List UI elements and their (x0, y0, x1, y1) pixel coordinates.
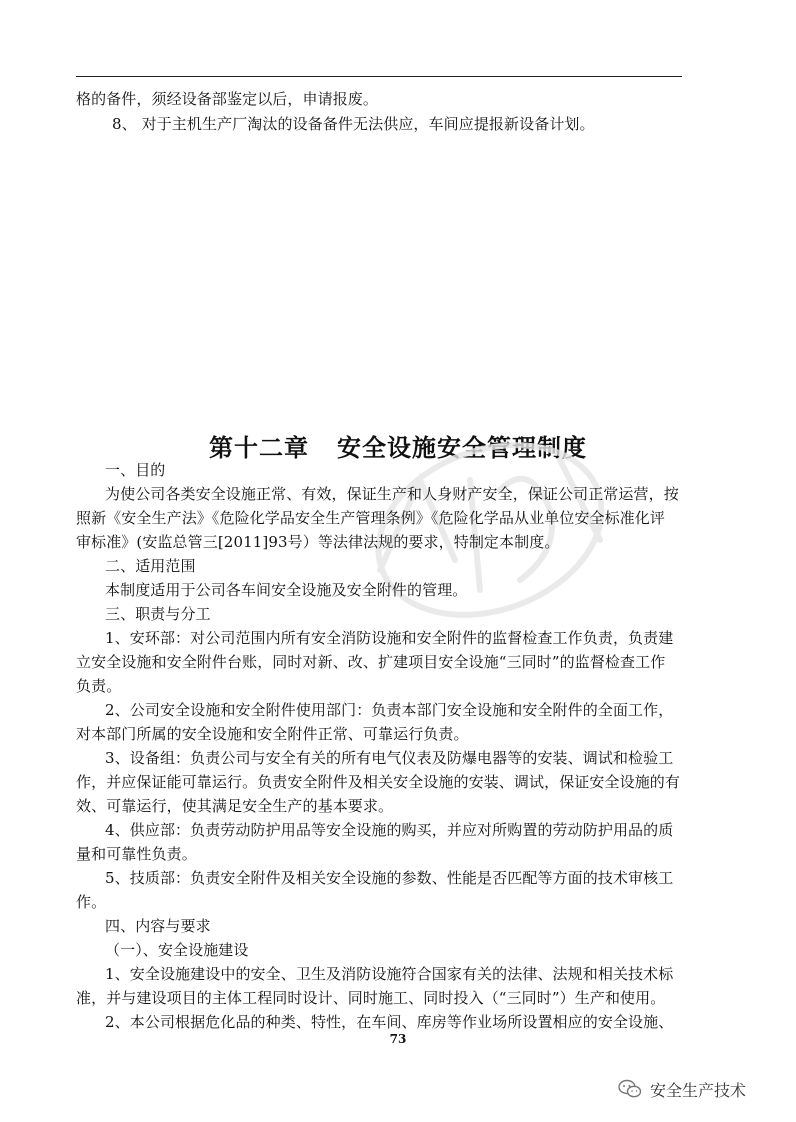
text-line: 4、供应部：负责劳动防护用品等安全设施的购买，并应对所购置的劳动防护用品的质 (105, 821, 674, 839)
section-heading: 四、内容与要求 (105, 917, 211, 935)
text-line: 2、公司安全设施和安全附件使用部门：负责本部门安全设施和安全附件的全面工作， (105, 701, 674, 719)
text-line: 2、本公司根据危化品的种类、特性，在车间、库房等作业场所设置相应的安全设施、 (105, 1013, 674, 1031)
text-line: 对本部门所属的安全设施和安全附件正常、可靠运行负责。 (76, 725, 469, 743)
chapter-number: 第十二章 (209, 434, 309, 462)
header-rule (76, 76, 682, 77)
text-line: 3、设备组：负责公司与安全有关的所有电气仪表及防爆电器等的安装、调试和检验工 (105, 749, 674, 767)
wechat-account-badge (618, 1076, 746, 1102)
text-line: 本制度适用于公司各车间安全设施及安全附件的管理。 (105, 581, 468, 599)
text-line: 5、技质部：负责安全附件及相关安全设施的参数、性能是否匹配等方面的技术审核工 (105, 869, 674, 887)
text-line: 效、可靠运行，使其满足安全生产的基本要求。 (76, 797, 394, 815)
section-heading: 一、目的 (105, 461, 166, 479)
section-heading: 三、职责与分工 (105, 605, 211, 623)
text-line: 立安全设施和安全附件台账，同时对新、改、扩建项目安全设施“三同时”的监督检查工作 (76, 653, 666, 671)
text-line: 准，并与建设项目的主体工程同时设计、同时施工、同时投入（“三同时”）生产和使用。 (76, 989, 666, 1007)
text-line: 1、安环部：对公司范围内所有安全消防设施和安全附件的监督检查工作负责，负责建 (105, 629, 674, 647)
text-line: 作，并应保证能可靠运行。负责安全附件及相关安全设施的安装、调试，保证安全设施的有 (76, 773, 681, 791)
text-line: 为使公司各类安全设施正常、有效，保证生产和人身财产安全，保证公司正常运营，按 (105, 485, 679, 503)
text-line: 作。 (76, 893, 107, 911)
subsection-heading: （一）、安全设施建设 (105, 941, 249, 959)
text-line: 8、 对于主机生产厂淘汰的设备备件无法供应，车间应提报新设备计划。 (112, 115, 595, 133)
text-line: 格的备件，须经设备部鉴定以后，申请报废。 (76, 90, 379, 108)
wechat-icon (618, 1079, 642, 1099)
text-line: 照新《安全生产法》《危险化学品安全生产管理条例》《危险化学品从业单位安全标准化评 (76, 509, 666, 527)
text-line: 负责。 (76, 677, 122, 695)
wechat-account-name: 安全生产技术 (650, 1080, 747, 1100)
page-number: 73 (389, 1032, 407, 1046)
text-line: 审标准》(安监总管三[2011]93号）等法律法规的要求，特制定本制度。 (76, 533, 560, 551)
text-line: 量和可靠性负责。 (76, 845, 197, 863)
section-heading: 二、适用范围 (105, 557, 196, 575)
chapter-name: 安全设施安全管理制度 (337, 434, 587, 462)
text-line: 1、安全设施建设中的安全、卫生及消防设施符合国家有关的法律、法规和相关技术标 (105, 965, 674, 983)
